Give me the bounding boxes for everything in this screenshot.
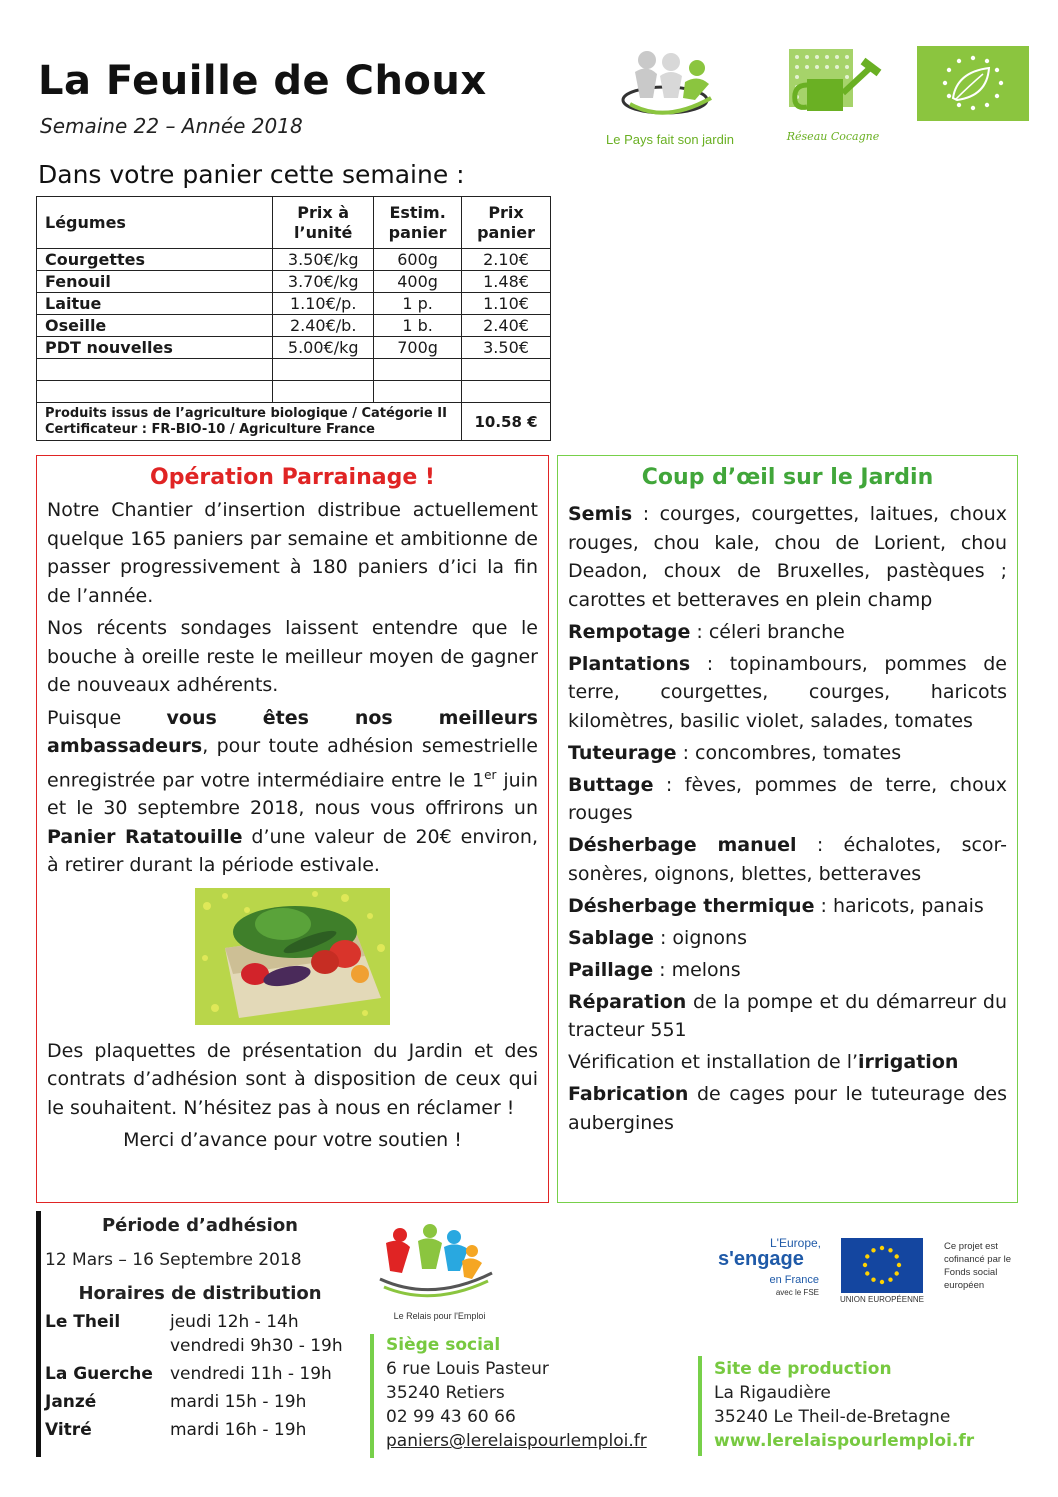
- table-header-row: [37, 197, 551, 249]
- siege-accent-bar: [370, 1334, 374, 1458]
- europe-engage-logo: [712, 1236, 827, 1306]
- engage-text: s'engage: [718, 1248, 804, 1270]
- garden-item: Fabrication de cages pour le tuteurage des aubergines: [568, 1083, 1007, 1134]
- town-name: [45, 1334, 170, 1358]
- estim-qty: 400g: [374, 271, 462, 293]
- garden-section: [557, 455, 1018, 1203]
- garden-item: Désherbage thermique : haricots, panais: [568, 894, 984, 917]
- town-name: Janzé: [45, 1392, 97, 1412]
- organic-leaf-icon: [917, 46, 1029, 121]
- schedule-row: [45, 1362, 355, 1386]
- basket-price: 3.50€: [462, 337, 551, 359]
- col-header-estim: Estim. panier: [374, 197, 462, 249]
- fse-text: avec le FSE: [775, 1288, 819, 1297]
- town-name: Vitré: [45, 1420, 92, 1440]
- garden-title: Coup d’œil sur le Jardin: [641, 465, 934, 490]
- garden-item: Rempotage : céleri branche: [568, 620, 845, 643]
- production-site-address: [714, 1357, 974, 1453]
- organic-certification-note: Produits issus de l’agriculture biologique / Catégorie II Certificateur : FR-BIO-10 / Agriculture France: [37, 403, 462, 441]
- town-name: Le Theil: [45, 1312, 121, 1332]
- garden-item: Réparation de la pompe et du démarreur du tracteur 551: [568, 990, 1007, 1041]
- period-heading: Période d’adhésion: [101, 1215, 298, 1236]
- site-name: La Rigaudière: [714, 1383, 831, 1403]
- veg-name: PDT nouvelles: [37, 337, 273, 359]
- schedule-list: [45, 1310, 355, 1442]
- schedule-row: [45, 1310, 355, 1334]
- period-dates: 12 Mars – 16 Septembre 2018: [45, 1250, 302, 1270]
- garden-item: Semis : courges, courgettes, laitues, choux rouges, chou kale, chou de Lorient, chou Deadon, choux de Bruxelles, pastèques ; carottes et betteraves en plein champ: [568, 503, 1007, 611]
- page-title: La Feuille de Choux: [38, 58, 487, 104]
- estim-qty: 600g: [374, 249, 462, 271]
- website-link[interactable]: www.lerelaispourlemploi.fr: [714, 1431, 975, 1451]
- town-hours: jeudi 12h - 14h: [170, 1312, 299, 1332]
- unit-price: 2.40€/b.: [273, 315, 374, 337]
- parrainage-paragraph: Nos récents sondages laissent entendre que le bouche à oreille reste le meilleur moyen de gagner de nouveaux adhérents.: [47, 617, 538, 696]
- unit-price: 1.10€/p.: [273, 293, 374, 315]
- siege-social-address: [386, 1333, 647, 1453]
- contact-email-link[interactable]: paniers@lerelaispourlemploi.fr: [386, 1431, 647, 1451]
- parrainage-paragraph: Des plaquettes de présentation du Jardin et des contrats d’adhésion sont à disposition de ceux qui le souhaitent. N’hésitez pas à nous en réclamer !: [47, 1039, 538, 1119]
- col-header-unit-price: Prix à l’unité: [273, 197, 374, 249]
- basket-table: [36, 196, 551, 441]
- garden-item: Plantations : topinambours, pommes de terre, courgettes, courges, haricots kilomètres, basilic violet, salades, tomates: [568, 652, 1007, 732]
- unit-price: 3.50€/kg: [273, 249, 374, 271]
- eu-funding-block: [712, 1236, 1017, 1306]
- relais-emploi-label: Le Relais pour l'Emploi: [393, 1311, 486, 1321]
- table-row: [37, 293, 551, 315]
- basket-price: 2.40€: [462, 315, 551, 337]
- table-row: [37, 271, 551, 293]
- basket-total: 10.58 €: [462, 403, 551, 441]
- table-row: [37, 249, 551, 271]
- site-heading: Site de production: [714, 1359, 892, 1379]
- basket-heading: Dans votre panier cette semaine :: [38, 160, 465, 189]
- veg-name: Courgettes: [37, 249, 273, 271]
- basket-price: 1.48€: [462, 271, 551, 293]
- town-hours: mardi 16h - 19h: [170, 1420, 307, 1440]
- town-hours: mardi 15h - 19h: [170, 1392, 307, 1412]
- distribution-info: [45, 1215, 355, 1442]
- europe-text: L'Europe,: [770, 1236, 821, 1250]
- town-hours: vendredi 9h30 - 19h: [170, 1336, 343, 1356]
- siege-street: 6 rue Louis Pasteur: [386, 1359, 549, 1379]
- eu-cofinancing-note: Ce projet est cofinancé par le Fonds social européen: [944, 1241, 1012, 1291]
- col-header-legumes: Légumes: [37, 197, 273, 249]
- schedule-row: [45, 1390, 355, 1414]
- eu-flag-icon: [841, 1238, 923, 1293]
- siege-heading: Siège social: [386, 1335, 501, 1355]
- veg-name: Fenouil: [37, 271, 273, 293]
- garden-item: Sablage : oignons: [568, 926, 747, 949]
- parrainage-paragraph: Notre Chantier d’insertion distribue actuellement quelque 165 paniers par semaine et ambitionne de passer progressivement à 180 paniers d’ici la fin de l’année.: [47, 499, 538, 607]
- watering-can-icon: [783, 45, 883, 123]
- parrainage-offer-paragraph: Puisque vous êtes nos meilleurs ambassadeurs, pour toute adhésion semestrielle enregistrée par votre intermédiaire entre le 1er juin et le 30 septembre 2018, nous vous offrirons un Panier Ratatouille d’une valeur de 20€ environ, à retirer durant la période estivale.: [47, 706, 539, 877]
- pays-jardin-emblem-icon: [585, 42, 755, 127]
- parrainage-thanks: Merci d’avance pour votre soutien !: [123, 1129, 462, 1152]
- unit-price: 5.00€/kg: [273, 337, 374, 359]
- town-name: La Guerche: [45, 1364, 153, 1384]
- eu-label: UNION EUROPÉENNE: [839, 1295, 924, 1304]
- siege-city: 35240 Retiers: [386, 1383, 505, 1403]
- siege-phone: 02 99 43 60 66: [386, 1407, 516, 1427]
- garden-item: Vérification et installation de l’irrigation: [568, 1051, 959, 1073]
- footer-left-bar: [36, 1211, 41, 1457]
- pays-jardin-logo: [585, 42, 755, 147]
- town-hours: vendredi 11h - 19h: [170, 1364, 332, 1384]
- en-france-text: en France: [769, 1274, 819, 1286]
- site-accent-bar: [698, 1356, 702, 1456]
- parrainage-section: [36, 455, 549, 1203]
- garden-item: Buttage : fèves, pommes de terre, choux rouges: [568, 773, 1007, 824]
- veg-name: Oseille: [37, 315, 273, 337]
- estim-qty: 700g: [374, 337, 462, 359]
- col-header-price: Prix panier: [462, 197, 551, 249]
- basket-price: 1.10€: [462, 293, 551, 315]
- estim-qty: 1 p.: [374, 293, 462, 315]
- garden-item: Désherbage manuel : échalotes, scor-sonères, oignons, blettes, betteraves: [568, 834, 1008, 885]
- page-subtitle: Semaine 22 – Année 2018: [40, 114, 303, 138]
- basket-price: 2.10€: [462, 249, 551, 271]
- table-row: [37, 315, 551, 337]
- garden-item: Tuteurage : concombres, tomates: [568, 741, 902, 764]
- garden-item: Paillage : melons: [568, 958, 741, 981]
- empty-row: [37, 359, 551, 381]
- relais-emploi-logo: [372, 1221, 507, 1321]
- reseau-cocagne-logo: [783, 45, 883, 145]
- site-city: 35240 Le Theil-de-Bretagne: [714, 1407, 951, 1427]
- parrainage-title: Opération Parrainage !: [150, 465, 435, 490]
- veg-name: Laitue: [37, 293, 273, 315]
- pays-jardin-label: Le Pays fait son jardin: [606, 132, 734, 147]
- relais-emploi-emblem-icon: [372, 1221, 507, 1307]
- empty-row: [37, 381, 551, 403]
- table-row: [37, 337, 551, 359]
- eu-organic-leaf-logo: [917, 46, 1029, 121]
- table-footer-row: [37, 403, 551, 441]
- estim-qty: 1 b.: [374, 315, 462, 337]
- reseau-cocagne-label: Réseau Cocagne: [786, 130, 880, 143]
- hours-heading: Horaires de distribution: [78, 1283, 322, 1304]
- vegetable-basket-photo: [195, 888, 390, 1025]
- unit-price: 3.70€/kg: [273, 271, 374, 293]
- schedule-row: [45, 1418, 355, 1442]
- schedule-row: [45, 1334, 355, 1358]
